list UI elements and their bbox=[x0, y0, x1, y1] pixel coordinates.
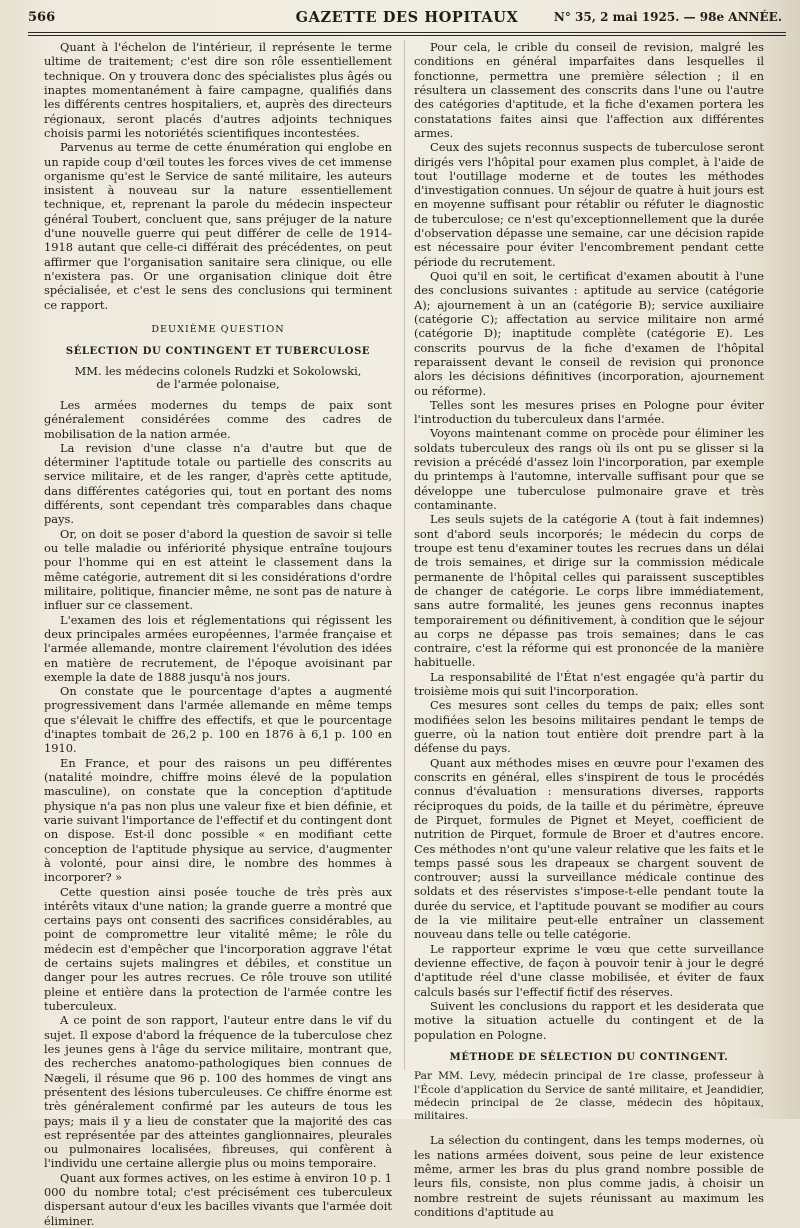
paragraph: La revision d'une classe n'a d'autre but que de déterminer l'aptitude totale ou partielle des conscrits au service militaire, et de les ranger, d'après cette aptitude, dans différentes catégories qui, tout en portant des noms différents, sont cependant très comparables dans chaque pays. bbox=[44, 440, 392, 527]
paragraph: Quant aux méthodes mises en œuvre pour l'examen des conscrits en général, elles s'inspirent de tous le procédés connus d'évaluation : mensurations diverses, rapports réciproques du poids, de la taille et du périmètre, épreuve de Pirquet, formules de Pignet et Meyet, coefficient de nutrition de Pirquet, formule de Broer et d'autres encore. Ces méthodes n'ont qu'une valeur relative que les faits et le temps passé sous les drapeaux se chargent souvent de controuver; aussi la surveillance médicale continue des soldats et des réservistes s'impose-t-elle pendant toute la durée du service, et l'aptitude pouvant se modifier au cours de la vie militaire peut-elle entraîner un classement nouveau dans telle ou telle catégorie. bbox=[414, 755, 764, 942]
paragraph: Quoi qu'il en soit, le certificat d'examen aboutit à l'une des conclusions suivantes : aptitude au service (catégorie A); ajournement à un an (catégorie B); service auxiliaire (catégorie C); affectation au service militaire non armé (catégorie D); inaptitude complète (catégorie E). Les conscrits pourvus de la fiche d'examen de l'hôpital reparaissent devant le conseil de revision qui prononce alors les décisions définitives (incorporation, ajournement ou réforme). bbox=[414, 269, 764, 398]
paragraph: Quant aux formes actives, on les estime à environ 10 p. 1 000 du nombre total; c'est précisément ces tuberculeux dispersant autour d'eux les bacilles vivants que l'armée doit éliminer. bbox=[44, 1170, 392, 1228]
column-divider bbox=[404, 40, 405, 1070]
authors bbox=[44, 365, 392, 392]
header-rule bbox=[28, 35, 786, 36]
paragraph: La sélection du contingent, dans les temps modernes, où les nations armées doivent, sous peine de leur existence même, armer les bras du plus grand nombre possible de leurs fils, consiste, non plus comme jadis, à choisir un nombre restreint de sujets réunissant au maximum les conditions d'aptitude au bbox=[414, 1133, 764, 1219]
paragraph: Cette question ainsi posée touche de très près aux intérêts vitaux d'une nation; la grande guerre a montré que certains pays ont consenti des sacrifices considérables, au point de compromettre leur vitalité même; le rôle du médecin est d'empêcher que l'incorporation aggrave l'état de certains sujets malingres et débiles, et constitue un danger pour les autres recrues. Ce rôle trouve son utilité pleine et entière dans la protection de l'armée contre les tuberculeux. bbox=[44, 884, 392, 1014]
question-heading: DEUXIÈME QUESTION bbox=[151, 323, 285, 335]
paragraph: Les armées modernes du temps de paix sont généralement considérées comme des cadres de mobilisation de la nation armée. bbox=[44, 397, 392, 441]
issue-date: N° 35, 2 mai 1925. — 98e ANNÉE. bbox=[553, 10, 782, 24]
page-header bbox=[28, 6, 786, 33]
paragraph: La responsabilité de l'État n'est engagée qu'à partir du troisième mois qui suit l'incorporation. bbox=[414, 669, 764, 699]
paragraph: L'examen des lois et réglementations qui régissent les deux principales armées européennes, l'armée française et l'armée allemande, montre clairement l'évolution des idées en matière de recrutement, de l'époque avoisinant par exemple la date de 1888 jusqu'à nos jours. bbox=[44, 612, 392, 684]
paragraph: Suivent les conclusions du rapport et les desiderata que motive la situation actuelle du contingent et de la population en Pologne. bbox=[414, 998, 764, 1042]
page-number: 566 bbox=[28, 10, 56, 25]
paragraph: On constate que le pourcentage d'aptes a augmenté progressivement dans l'armée allemande en même temps que s'élevait le chiffre des effectifs, et que le pourcentage d'inaptes tombait de 26,2 p. 100 en 1876 à 6,1 p. 100 en 1910. bbox=[44, 684, 392, 756]
paragraph: En France, et pour des raisons un peu différentes (natalité moindre, chiffre moins élevé de la population masculine), on constate que la conception d'aptitude physique n'a pas non plus une valeur fixe et bien définie, et varie suivant l'importance de l'effectif et du contingent dont on dispose. Est-il donc possible « en modifiant cette conception de l'aptitude physique au service, d'augmenter à volonté, pour ainsi dire, le nombre des hommes à incorporer? » bbox=[44, 755, 392, 885]
paragraph: Parvenus au terme de cette énumération qui englobe en un rapide coup d'œil toutes les forces vives de cet immense organisme qu'est le Service de santé militaire, les auteurs insistent à nouveau sur la nature essentiellement technique, et, reprenant la parole du médecin inspecteur général Toubert, concluent que, sans préjuger de la nature d'une nouvelle guerre qui peut différer de celle de 1914-1918 autant que celle-ci différait des précédentes, on peut affirmer que l'organisation sanitaire sera clinique, ou elle n'existera pas. Or une organisation clinique doit être spécialisée, et c'est le sens des conclusions qui terminent ce rapport. bbox=[44, 140, 392, 312]
paragraph: Voyons maintenant comme on procède pour éliminer les soldats tuberculeux des rangs où ils ont pu se glisser si la revision a précédé d'assez loin l'incorporation, par exemple du printemps à l'automne, intervalle suffisant pour que se développe une tuberculose pulmonaire grave et très contaminante. bbox=[414, 426, 764, 512]
right-column bbox=[414, 40, 764, 1219]
paragraph: Le rapporteur exprime le vœu que cette surveillance devienne effective, de façon à pouvoir tenir à jour le degré d'aptitude réel d'une classe mobilisée, et éviter de faux calculs basés sur l'effectif fictif des réserves. bbox=[414, 941, 764, 999]
section-title: SÉLECTION DU CONTINGENT ET TUBERCULOSE bbox=[65, 345, 371, 357]
reporters: Par MM. Levy, médecin principal de 1re classe, professeur à l'École d'application du Service de santé militaire, et Jeandidier, médecin principal de 2e classe, médecin des hôpitaux, militaires. bbox=[414, 1070, 764, 1123]
left-column bbox=[44, 40, 392, 1228]
paragraph: Les seuls sujets de la catégorie A (tout à fait indemnes) sont d'abord seuls incorporés; le médecin du corps de troupe est tenu d'examiner toutes les recrues dans un délai de trois semaines, et dirige sur la commission médicale permanente de l'hôpital celles qui paraissent susceptibles de changer de catégorie. Le corps libre immédiatement, sans autre formalité, les jeunes gens reconnus inaptes temporairement ou définitivement, à condition que le séjour au corps ne dépasse pas trois semaines; dans le cas contraire, c'est la réforme qui est prononcée de la manière habituelle. bbox=[414, 512, 764, 670]
section-title: MÉTHODE DE SÉLECTION DU CONTINGENT. bbox=[449, 1051, 729, 1063]
authors-affiliation: de l'armée polonaise, bbox=[156, 377, 280, 392]
paragraph: Telles sont les mesures prises en Pologne pour éviter l'introduction du tuberculeux dans l'armée. bbox=[414, 397, 764, 427]
paragraph: A ce point de son rapport, l'auteur entre dans le vif du sujet. Il expose d'abord la fréquence de la tuberculose chez les jeunes gens à l'âge du service militaire, montrant que, des recherches anatomo-pathologiques bien connues de Nægeli, il résume que 96 p. 100 des hommes de vingt ans présentent des lésions tuberculeuses. Ce chiffre énorme est très généralement confirmé par les auteurs de tous les pays; mais il y a lieu de constater que la majorité des cas est représentée par des atteintes ganglionnaires, pleurales ou pulmonaires localisées, fibreuses, qui confèrent à l'individu une certaine allergie plus ou moins temporaire. bbox=[44, 1013, 392, 1171]
paragraph: Ces mesures sont celles du temps de paix; elles sont modifiées selon les besoins militaires pendant le temps de guerre, où la nation tout entière doit prendre part à la défense du pays. bbox=[414, 698, 764, 756]
journal-title: GAZETTE DES HOPITAUX bbox=[295, 9, 519, 26]
paragraph: Ceux des sujets reconnus suspects de tuberculose seront dirigés vers l'hôpital pour examen plus complet, à l'aide de tout l'outillage moderne et de toutes les méthodes d'investigation connues. Un séjour de quatre à huit jours est en moyenne suffisant pour rétablir ou réfuter le diagnostic de tuberculose; ce n'est qu'exceptionnellement que la durée d'observation dépasse une semaine, car une décision rapide est nécessaire pour éviter l'encombrement pendant cette période du recrutement. bbox=[414, 140, 764, 269]
paragraph: Or, on doit se poser d'abord la question de savoir si telle ou telle maladie ou infériorité physique entraîne toujours pour l'homme qui en est atteint le classement dans la même catégorie, autrement dit si les considérations d'ordre militaire, politique, financier même, ne sont pas de nature à influer sur ce classement. bbox=[44, 526, 392, 613]
paragraph: Quant à l'échelon de l'intérieur, il représente le terme ultime de traitement; c'est dire son rôle essentiellement technique. On y trouvera donc des spécialistes plus âgés ou inaptes momentanément à faire campagne, qualifiés dans les différents centres hospitaliers, et, auprès des directeurs régionaux, seront placés d'autres adjoints techniques choisis parmi les notoriétés scientifiques incontestées. bbox=[44, 40, 392, 140]
authors-line: MM. les médecins colonels Rudzki et Sokolowski, bbox=[74, 363, 362, 378]
paragraph: Pour cela, le crible du conseil de revision, malgré les conditions en général imparfaites dans lesquelles il fonctionne, permettra une première sélection ; il en résultera un classement des conscrits dans l'une ou l'autre des catégories d'aptitude, et la fiche d'examen portera les constatations faites ainsi que l'affection aux différentes armes. bbox=[414, 40, 764, 140]
